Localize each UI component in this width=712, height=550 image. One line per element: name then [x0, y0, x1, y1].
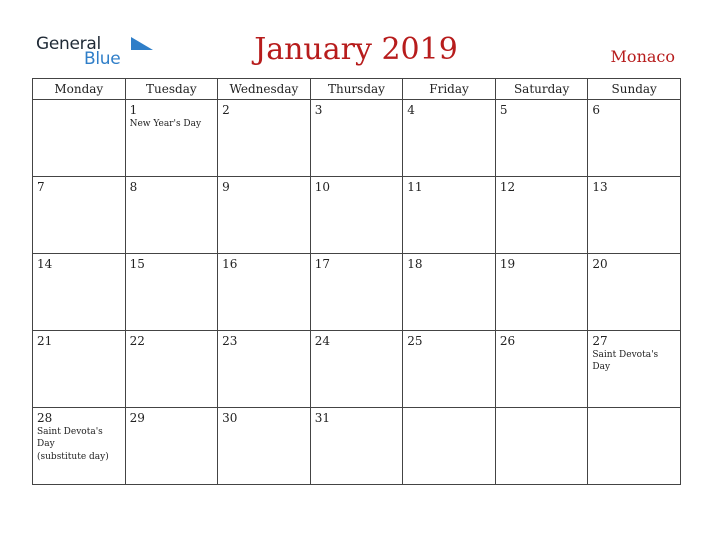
- day-number: 29: [129, 411, 145, 425]
- day-number: 23: [222, 334, 238, 348]
- day-number: 10: [314, 180, 330, 194]
- holiday-label: Saint Devota's Day: [37, 427, 103, 449]
- day-number: 14: [37, 257, 53, 271]
- day-number: 11: [407, 180, 423, 194]
- day-cell: [125, 254, 218, 331]
- day-number: 9: [222, 180, 230, 194]
- day-number: 26: [499, 334, 516, 348]
- day-number: 13: [592, 180, 608, 194]
- day-number: 15: [129, 257, 145, 271]
- weekday-header-row: [33, 79, 681, 100]
- day-number: 21: [37, 334, 53, 348]
- day-cell: [403, 177, 496, 254]
- day-cell: [310, 408, 403, 485]
- day-cell: [33, 331, 126, 408]
- day-cell: [33, 408, 126, 485]
- day-number: 8: [129, 180, 138, 194]
- day-cell: [495, 100, 588, 177]
- day-number: 19: [499, 257, 516, 271]
- week-row: [33, 408, 681, 485]
- day-cell: [403, 408, 496, 485]
- day-number: 1: [129, 103, 138, 117]
- day-number: 5: [499, 103, 508, 117]
- day-cell: [218, 254, 311, 331]
- day-number: 16: [222, 257, 238, 271]
- weekday-header: Tuesday: [125, 79, 218, 100]
- day-cell: [588, 408, 681, 485]
- day-cell: [403, 254, 496, 331]
- day-cell: [588, 331, 681, 408]
- day-cell: [310, 100, 403, 177]
- day-number: 7: [37, 180, 45, 194]
- weekday-header: Monday: [33, 79, 126, 100]
- day-cell: [125, 100, 218, 177]
- day-cell: [310, 177, 403, 254]
- day-cell: [33, 177, 126, 254]
- day-number: 22: [129, 334, 145, 348]
- day-number: 27: [592, 334, 608, 348]
- day-number: 3: [314, 103, 323, 117]
- day-cell: [588, 254, 681, 331]
- day-number: 25: [407, 334, 423, 348]
- calendar-grid: [32, 78, 681, 485]
- weekday-header: Thursday: [310, 79, 403, 100]
- day-number: 20: [592, 257, 608, 271]
- day-cell: [310, 254, 403, 331]
- day-cell: [218, 331, 311, 408]
- day-number: 4: [407, 103, 415, 117]
- day-cell: [125, 331, 218, 408]
- country-label: Monaco: [610, 47, 675, 66]
- day-number: 30: [222, 411, 238, 425]
- week-row: [33, 100, 681, 177]
- day-number: 31: [314, 411, 330, 425]
- day-cell: [218, 100, 311, 177]
- day-number: 24: [314, 334, 330, 348]
- day-cell: [495, 177, 588, 254]
- day-cell: [310, 331, 403, 408]
- week-row: [33, 331, 681, 408]
- week-row: [33, 177, 681, 254]
- day-cell: [125, 177, 218, 254]
- day-cell: [403, 331, 496, 408]
- day-cell: [495, 408, 588, 485]
- day-cell: [495, 331, 588, 408]
- day-cell: [403, 100, 496, 177]
- day-cell: [588, 177, 681, 254]
- week-row: [33, 254, 681, 331]
- day-cell: [33, 254, 126, 331]
- weekday-header: Friday: [403, 79, 496, 100]
- day-cell: [33, 100, 126, 177]
- logo-text-blue: Blue: [84, 49, 121, 69]
- day-number: 6: [592, 103, 601, 117]
- holiday-label: (substitute day): [37, 452, 109, 462]
- logo-text-general: General: [36, 34, 101, 54]
- weekday-header: Wednesday: [218, 79, 311, 100]
- day-number: 28: [37, 411, 53, 425]
- weekday-header: Sunday: [588, 79, 681, 100]
- day-number: 18: [407, 257, 423, 271]
- day-number: 2: [222, 103, 230, 117]
- weekday-header: Saturday: [495, 79, 588, 100]
- day-cell: [218, 408, 311, 485]
- day-number: 12: [499, 180, 516, 194]
- day-cell: [588, 100, 681, 177]
- calendar-title: January 2019: [254, 32, 458, 67]
- day-cell: [125, 408, 218, 485]
- holiday-label: New Year's Day: [129, 119, 202, 129]
- day-cell: [218, 177, 311, 254]
- day-number: 17: [314, 257, 330, 271]
- day-cell: [495, 254, 588, 331]
- holiday-label: Saint Devota's Day: [592, 350, 659, 372]
